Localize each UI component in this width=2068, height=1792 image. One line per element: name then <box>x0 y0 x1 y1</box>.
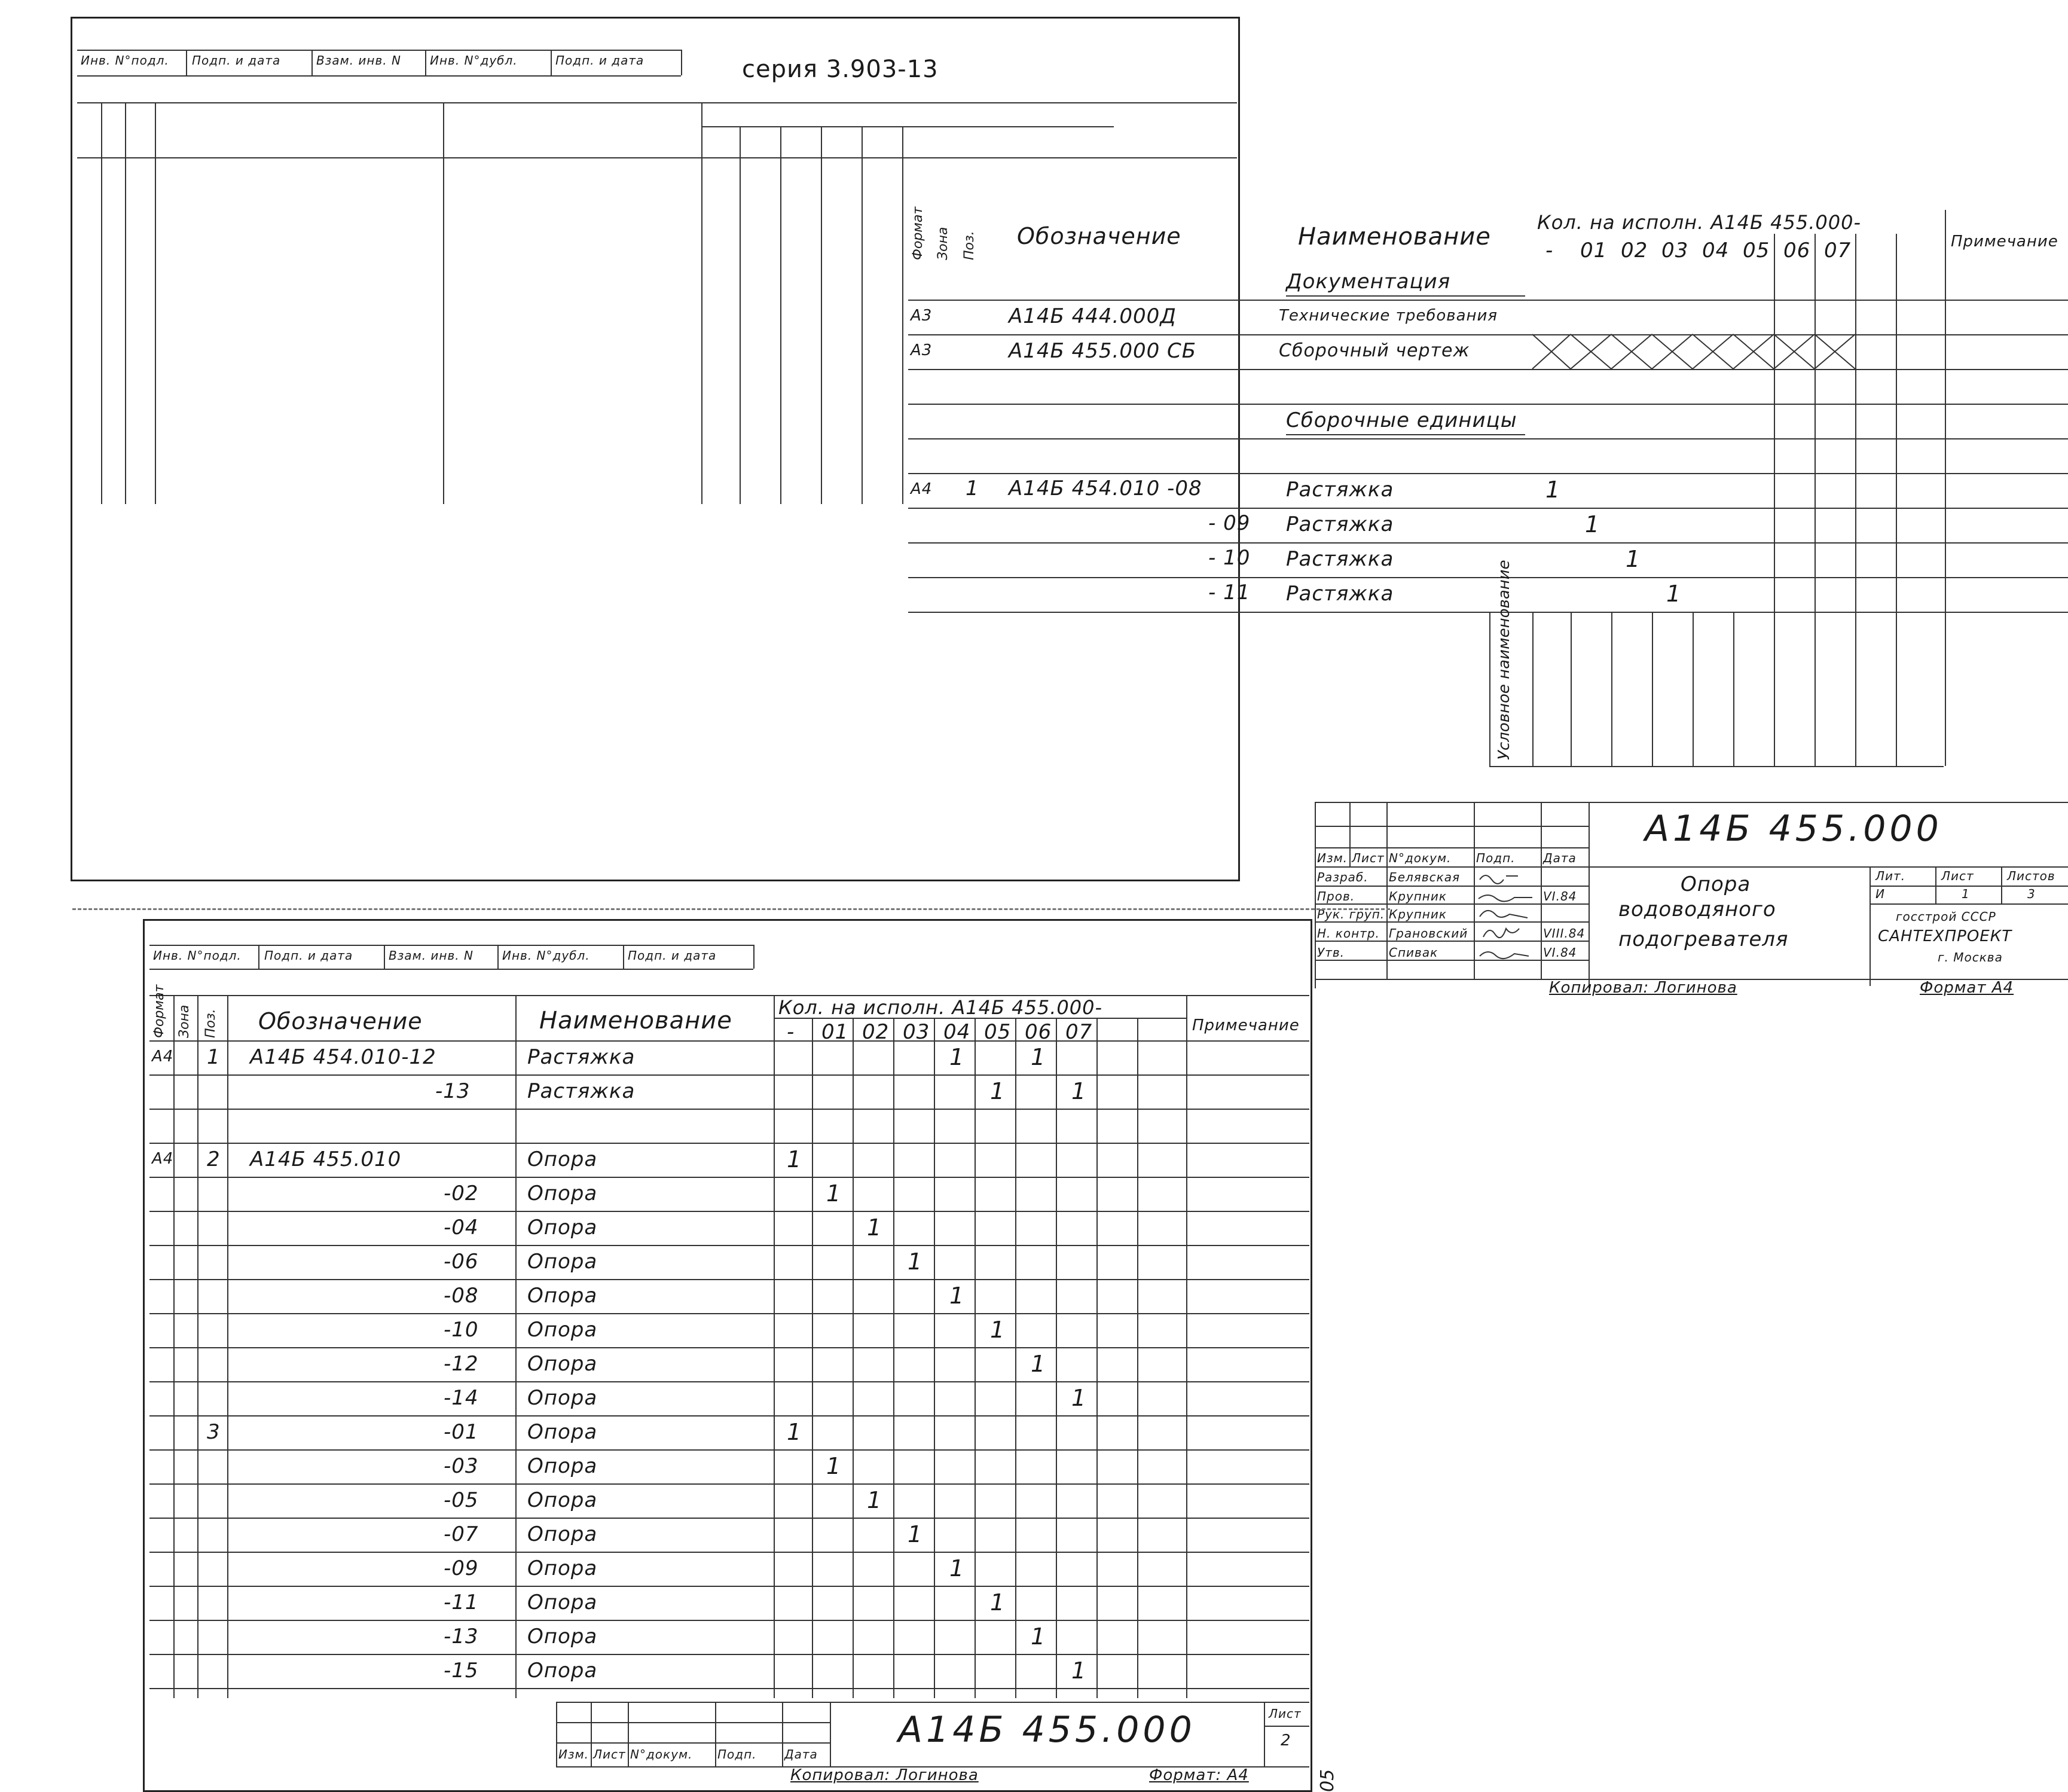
doc-number: А14Б 455.000 <box>898 1709 1196 1751</box>
col-format-header: Формат <box>152 984 167 1038</box>
tb-head: Подп. <box>1476 851 1516 865</box>
row-name: Опора <box>527 1556 598 1580</box>
row-designation: -06 <box>444 1250 479 1274</box>
row-pos: 2 <box>207 1147 221 1171</box>
qty-value: 1 <box>1031 1623 1046 1650</box>
tb-head: Лист <box>593 1747 626 1762</box>
title-line-3: подогревателя <box>1618 927 1789 951</box>
sheet-label: Лист <box>1941 869 1974 883</box>
row-format: А3 <box>911 341 933 359</box>
col-format-header: Формат <box>911 206 925 260</box>
row-designation: - 10 <box>1208 546 1251 570</box>
row-pos: 3 <box>207 1420 221 1444</box>
col-pos-header: Поз. <box>203 1009 218 1038</box>
row-format: А4 <box>152 1048 174 1066</box>
qty-value: 1 <box>1071 1078 1086 1104</box>
qty-value: 1 <box>1031 1044 1046 1070</box>
signer-name: Грановский <box>1389 926 1468 941</box>
variant-header: 03 <box>903 1020 930 1044</box>
tb-head: Дата <box>784 1747 818 1762</box>
col-designation-header: Обозначение <box>258 1008 423 1034</box>
col-pos-header: Поз. <box>962 231 977 260</box>
row-name: Опора <box>527 1488 598 1512</box>
qty-value: 1 <box>908 1521 922 1547</box>
qty-value: 1 <box>990 1589 1005 1616</box>
row-designation: А14Б 455.000 СБ <box>1009 339 1197 363</box>
sheet-value: 1 <box>1962 887 1970 901</box>
signer-role: Пров. <box>1317 889 1355 903</box>
row-name: Опора <box>527 1147 598 1171</box>
margin-mark: 05 <box>1317 1769 1338 1792</box>
variant-header: 01 <box>821 1020 849 1044</box>
stamp-podp-data-2: Подп. и дата <box>628 948 717 963</box>
row-name: Растяжка <box>1286 582 1394 606</box>
stamp-inv-podl: Инв. N°подл. <box>81 53 169 68</box>
title-line-1: Опора <box>1681 872 1751 896</box>
format-label: Формат А4 <box>1920 979 2014 997</box>
row-name: Опора <box>527 1284 598 1308</box>
spec-sheet-1 <box>71 17 2058 1792</box>
variant-header: 05 <box>984 1020 1012 1044</box>
row-designation: -14 <box>444 1386 479 1410</box>
row-designation: А14Б 455.010 <box>250 1147 402 1171</box>
row-designation: -07 <box>444 1522 479 1546</box>
col-name-header: Наименование <box>1298 223 1491 251</box>
row-name: Опора <box>527 1522 598 1546</box>
row-format: А4 <box>152 1150 174 1168</box>
variant-header: 05 <box>1743 239 1770 262</box>
signer-date: VI.84 <box>1543 889 1577 903</box>
row-name: Растяжка <box>527 1045 636 1069</box>
signer-role: Н. контр. <box>1317 926 1380 941</box>
signer-date: VI.84 <box>1543 945 1577 960</box>
row-designation: -12 <box>444 1352 479 1376</box>
row-name: Опора <box>527 1182 598 1205</box>
series-label: серия 3.903-13 <box>742 56 939 83</box>
tb-head: Изм. <box>558 1747 589 1762</box>
row-designation: -15 <box>444 1659 479 1683</box>
qty-value: 1 <box>1071 1385 1086 1411</box>
row-name: Технические требования <box>1279 307 1498 325</box>
copied-by: Копировал: Логинова <box>1549 979 1737 997</box>
row-name: Опора <box>527 1590 598 1614</box>
qty-value: 1 <box>867 1214 882 1241</box>
row-designation: А14Б 444.000Д <box>1009 304 1177 328</box>
row-name: Растяжка <box>1286 547 1394 571</box>
qty-value: 1 <box>1585 511 1600 538</box>
row-name: Растяжка <box>1286 512 1394 536</box>
stamp-vzam-inv: Взам. инв. N <box>316 53 401 68</box>
stamp-vzam-inv: Взам. инв. N <box>389 948 474 963</box>
stamp-podp-data: Подп. и дата <box>192 53 281 68</box>
row-designation: -13 <box>444 1625 479 1648</box>
org-line-1: госстрой СССР <box>1896 909 1996 924</box>
row-designation: -01 <box>444 1420 479 1444</box>
section-documentation: Документация <box>1286 270 1451 294</box>
spec-sheet-2 <box>143 919 1312 1792</box>
crossed-cells <box>1532 334 1867 369</box>
signer-name: Белявская <box>1389 870 1460 884</box>
col-zone-header: Зона <box>936 227 951 260</box>
row-name: Сборочный чертеж <box>1279 340 1470 361</box>
variant-header: 06 <box>1783 239 1811 262</box>
sheet-label: Лист <box>1269 1706 1302 1721</box>
doc-number: А14Б 455.000 <box>1645 808 1942 850</box>
col-note-header: Примечание <box>1951 233 2058 251</box>
row-designation: А14Б 454.010-12 <box>250 1045 436 1069</box>
tb-head: Дата <box>1543 851 1577 865</box>
qty-value: 1 <box>949 1044 964 1070</box>
signer-name: Крупник <box>1389 907 1447 921</box>
row-designation: -02 <box>444 1182 479 1205</box>
row-name: Опора <box>527 1386 598 1410</box>
qty-value: 1 <box>867 1487 882 1513</box>
variant-header: 06 <box>1025 1020 1052 1044</box>
stamp-podp-data: Подп. и дата <box>264 948 353 963</box>
section-assembly-units: Сборочные единицы <box>1286 408 1517 432</box>
tb-head: Лист <box>1352 851 1385 865</box>
stamp-podp-data-2: Подп. и дата <box>555 53 644 68</box>
col-zone-header: Зона <box>177 1005 192 1038</box>
row-name: Опора <box>527 1250 598 1274</box>
row-name: Опора <box>527 1420 598 1444</box>
row-designation: - 11 <box>1208 581 1251 605</box>
stamp-inv-dubl: Инв. N°дубл. <box>502 948 590 963</box>
signer-role: Рук. груп. <box>1317 907 1385 921</box>
row-designation: -08 <box>444 1284 479 1308</box>
variant-header: 07 <box>1065 1020 1093 1044</box>
row-designation: -05 <box>444 1488 479 1512</box>
stamp-inv-podl: Инв. N°подл. <box>153 948 242 963</box>
col-note-header: Примечание <box>1192 1016 1300 1034</box>
row-designation: -13 <box>435 1079 471 1103</box>
row-designation: -11 <box>444 1590 479 1614</box>
variant-header: 04 <box>1702 239 1730 262</box>
row-pos: 1 <box>207 1045 221 1069</box>
row-designation: - 09 <box>1208 511 1251 535</box>
org-line-3: г. Москва <box>1938 950 2003 964</box>
signer-date: VIII.84 <box>1543 926 1586 941</box>
row-name: Опора <box>527 1659 598 1683</box>
col-qty-header: Кол. на исполн. А14Б 455.000- <box>778 996 1103 1019</box>
row-name: Опора <box>527 1454 598 1478</box>
row-designation: -04 <box>444 1216 479 1240</box>
qty-value: 1 <box>990 1317 1005 1343</box>
qty-value: 1 <box>787 1146 802 1173</box>
row-pos: 1 <box>966 477 979 500</box>
row-designation: А14Б 454.010 -08 <box>1009 477 1202 500</box>
org-line-2: САНТЕХПРОЕКТ <box>1878 927 2012 945</box>
qty-value: 1 <box>787 1419 802 1445</box>
variant-header: 01 <box>1580 239 1608 262</box>
col-designation-header: Обозначение <box>1017 223 1181 249</box>
row-name: Опора <box>527 1216 598 1240</box>
variant-header: 02 <box>862 1020 890 1044</box>
title-line-2: водоводяного <box>1618 897 1776 921</box>
signer-role: Утв. <box>1317 945 1345 960</box>
variant-header: - <box>1545 239 1554 262</box>
row-name: Опора <box>527 1625 598 1648</box>
conditional-name-label: Условное наименование <box>1495 560 1513 760</box>
tb-head: N°докум. <box>1389 851 1452 865</box>
qty-value: 1 <box>990 1078 1005 1104</box>
tb-head: Изм. <box>1317 851 1348 865</box>
qty-value: 1 <box>1545 477 1560 503</box>
qty-value: 1 <box>1666 581 1681 607</box>
variant-header: 04 <box>943 1020 971 1044</box>
stamp-inv-dubl: Инв. N°дубл. <box>430 53 518 68</box>
sheet-value: 2 <box>1281 1732 1291 1750</box>
variant-header: 02 <box>1621 239 1648 262</box>
format-label: Формат: А4 <box>1149 1766 1249 1784</box>
variant-header: 03 <box>1661 239 1689 262</box>
row-designation: -09 <box>444 1556 479 1580</box>
variant-header: 07 <box>1824 239 1852 262</box>
row-designation: -10 <box>444 1318 479 1342</box>
qty-value: 1 <box>826 1453 841 1479</box>
signer-role: Разраб. <box>1317 870 1369 884</box>
variant-header: - <box>787 1020 795 1044</box>
qty-value: 1 <box>908 1248 922 1275</box>
qty-value: 1 <box>1626 546 1641 572</box>
lit-label: Лит. <box>1875 869 1906 883</box>
lit-value: И <box>1875 887 1885 901</box>
row-name: Растяжка <box>1286 478 1394 502</box>
row-format: А4 <box>911 480 933 498</box>
col-qty-header: Кол. на исполн. А14Б 455.000- <box>1537 211 1862 234</box>
signer-name: Спивак <box>1389 945 1438 960</box>
col-name-header: Наименование <box>539 1007 732 1034</box>
tb-head: Подп. <box>717 1747 757 1762</box>
row-designation: -03 <box>444 1454 479 1478</box>
row-name: Опора <box>527 1352 598 1376</box>
copied-by: Копировал: Логинова <box>790 1766 979 1784</box>
sheets-value: 3 <box>2027 887 2036 901</box>
row-name: Опора <box>527 1318 598 1342</box>
qty-value: 1 <box>949 1555 964 1582</box>
signer-name: Крупник <box>1389 889 1447 903</box>
qty-value: 1 <box>1031 1351 1046 1377</box>
sheets-label: Листов <box>2007 869 2055 883</box>
qty-value: 1 <box>949 1283 964 1309</box>
sheet-separator <box>72 908 1390 910</box>
tb-head: N°докум. <box>630 1747 693 1762</box>
row-format: А3 <box>911 307 933 325</box>
qty-value: 1 <box>1071 1657 1086 1684</box>
row-name: Растяжка <box>527 1079 636 1103</box>
qty-value: 1 <box>826 1180 841 1207</box>
signatures <box>1475 868 1539 979</box>
